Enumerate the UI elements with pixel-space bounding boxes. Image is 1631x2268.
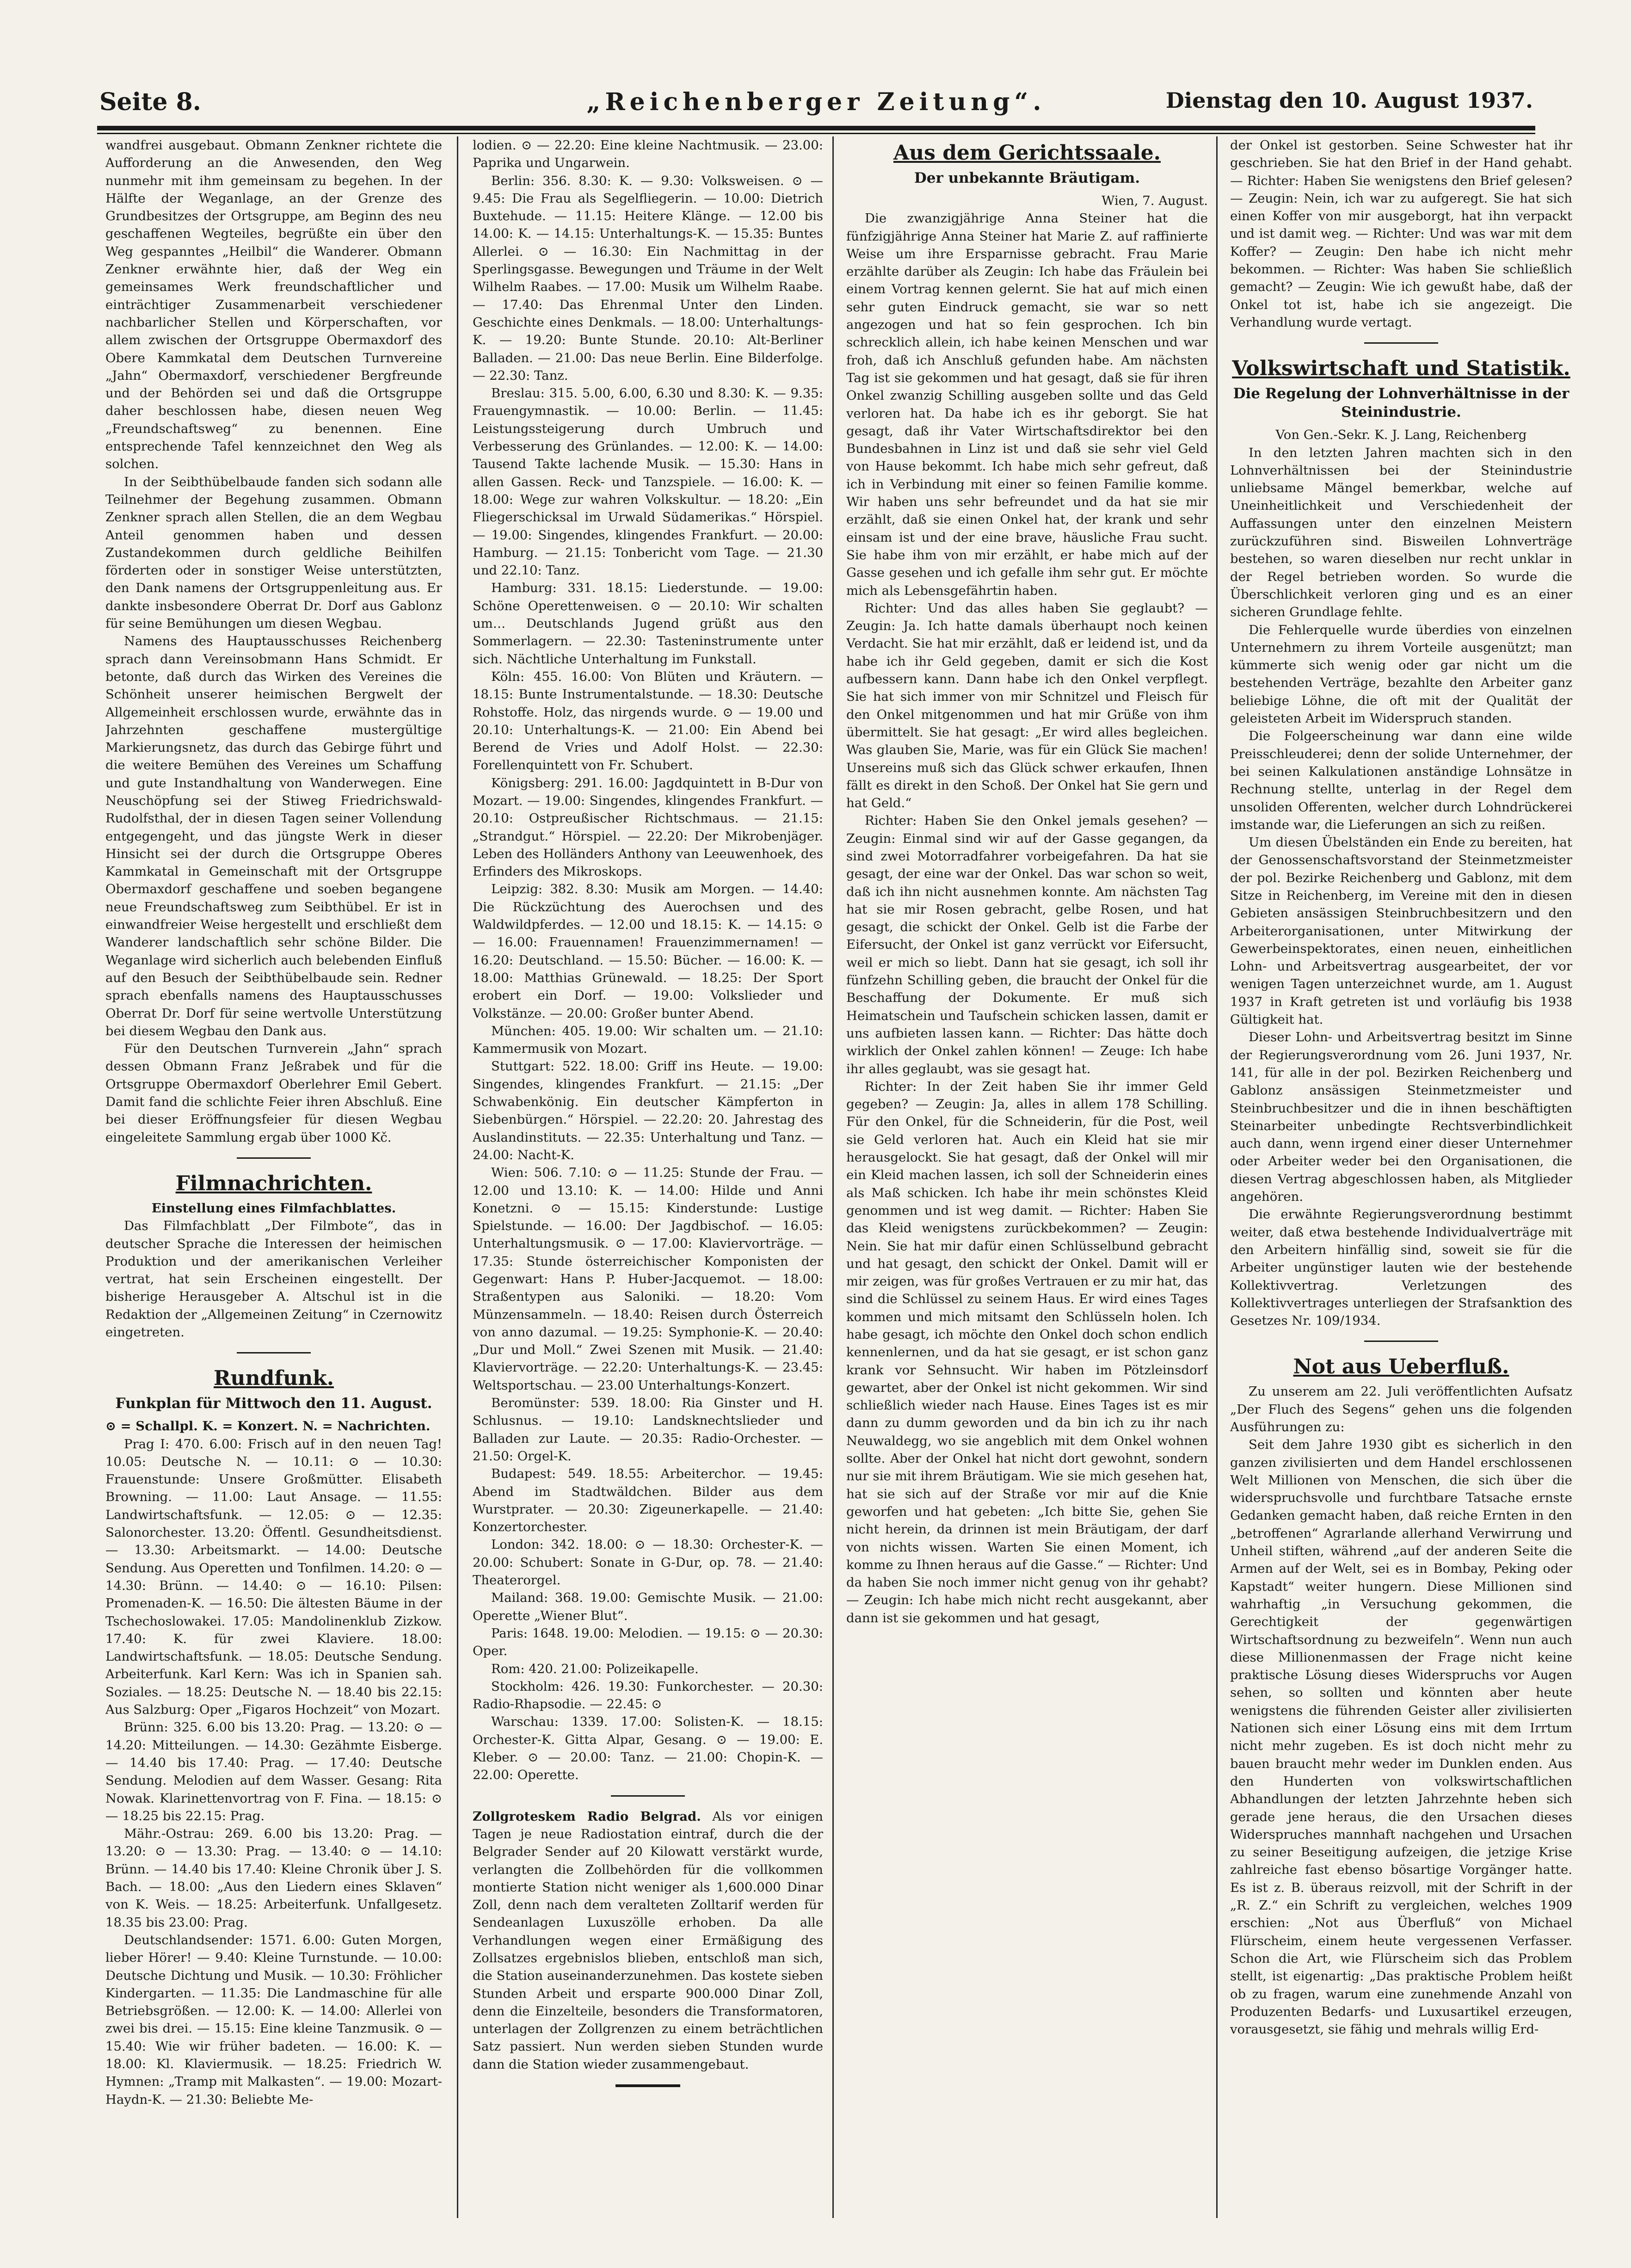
radio-station-entry: Leipzig: 382. 8.30: Musik am Morgen. — 14.40: Die Rückzüchtung des Auerochsen und des Waldwildpferdes. — 12.00 und 18.15: K. — 14.15: ⊙ — 16.00: Frauennamen! Frauenzimmernamen! — 16.20: Deutschland. — 15.50: Bücher. — 16.00: K. — 18.00: Matthias Grünewald. — 18.25: Der Sport erobert ein Dorf. — 19.00: Volkslieder und Volkstänze. — 20.00: Großer bunter Abend. — [473, 882, 823, 1021]
article-subheading: Der unbekannte Bräutigam. — [914, 170, 1140, 186]
article-paragraph: wandfrei ausgebaut. Obmann Zenkner richtete die Aufforderung an die Anwesenden, den Weg nunmehr mit ihm gemeinsam zu begehen. In der Hälfte der Weganlage, an der Grenze des Grundbesitzes der Ortsgruppe, am Beginn des neu geschaffenen Wegteiles, begrüßte ein über den Weg gespanntes „Heilbil“ die Wanderer. Obmann Zenkner erwähnte hier, daß der Weg ein gemeinsames Werk freundschaftlicher und einträchtiger Zusammenarbeit verschiedener nachbarlicher Stellen und Körperschaften, vor allem zwischen der Ortsgruppe Obermaxdorf des Obere Kammkatal dem Deutschen Turnvereine „Jahn“ Obermaxdorf, verschiedener Bergfreunde und der Behörden sei und daß die Ortsgruppe daher beschlossen habe, diesen neuen Weg „Freundschaftsweg“ zu benennen. Eine entsprechende Tafel kennzeichnet den Weg als solchen. — [105, 138, 442, 472]
section-heading-film: Filmnachrichten. — [175, 1171, 372, 1195]
section-heading-not-aus-ueberfluss: Not aus Ueberfluß. — [1293, 1355, 1509, 1379]
radio-legend: ⊙ = Schallpl. K. = Konzert. N. = Nachrichten. — [105, 1419, 431, 1434]
radio-station-entry: Paris: 1648. 19.00: Melodien. — 19.15: ⊙ — 20.30: Oper. — [473, 1625, 823, 1659]
section-divider — [1364, 1341, 1438, 1342]
issue-date: Dienstag den 10. August 1937. — [1165, 88, 1533, 113]
radio-station-entry: Beromünster: 539. 18.00: Ria Ginster und H. Schlusnus. — 19.10: Landsknechtslieder und Balladen zur Laute. — 20.35: Radio-Orchester. — 21.50: Orgel-K. — [473, 1396, 823, 1464]
section-divider — [1364, 342, 1438, 344]
page-header — [99, 88, 1533, 125]
article-byline: Von Gen.-Sekr. K. J. Lang, Reichenberg — [1275, 427, 1527, 443]
radio-station-entry: Budapest: 549. 18.55: Arbeiterchor. — 19.45: Abend im Stadtwäldchen. Bilder aus dem Wurstprater. — 20.30: Zigeunerkapelle. — 21.40: Konzertorchester. — [473, 1466, 823, 1535]
radio-station-entry: Deutschlandsender: 1571. 6.00: Guten Morgen, lieber Hörer! — 9.40: Kleine Turnstunde. — 10.00: Deutsche Dichtung und Musik. — 10.30: Fröhlicher Kindergarten. — 11.35: Die Landmaschine für alle Betriebsgrößen. — 12.00: K. — 14.00: Allerlei von zwei bis drei. — 15.15: Eine kleine Tanzmusik. ⊙ — 15.40: Wie wir früher badeten. — 16.00: K. — 18.00: Kl. Klaviermusik. — 18.25: Friedrich W. Hymnen: „Tramp mit Malkasten“. — 19.00: Mozart-Haydn-K. — 21.30: Beliebte Me- — [105, 1932, 442, 2107]
radio-subheading: Funkplan für Mittwoch den 11. August. — [115, 1395, 432, 1412]
radio-station-entry: München: 405. 19.00: Wir schalten um. — 21.10: Kammermusik von Mozart. — [473, 1023, 823, 1057]
column-1 — [105, 136, 442, 2227]
article-paragraph — [473, 1808, 823, 2073]
radio-station-entry: Mähr.-Ostrau: 269. 6.00 bis 13.20: Prag. — 13.20: ⊙ — 13.30: Prag. — 13.40: ⊙ — 14.10: Brünn. — 14.40 bis 17.40: Kleine Chronik über J. S. Bach. — 18.00: „Aus den Liedern eines Sklaven“ von K. Weis. — 18.25: Arbeiterfunk. Unfallgesetz. 18.35 bis 23.00: Prag. — [105, 1826, 442, 1930]
column-4 — [1230, 136, 1572, 2227]
section-divider — [237, 1157, 311, 1159]
radio-station-entry: Stockholm: 426. 19.30: Funkorchester. — 20.30: Radio-Rhapsodie. — 22.45: ⊙ — [473, 1679, 823, 1712]
radio-station-entry: Prag I: 470. 6.00: Frisch auf in den neuen Tag! 10.05: Deutsche N. — 10.11: ⊙ — 10.30: Frauenstunde: Unsere Großmütter. Elisabeth Browning. — 11.00: Laut Ansage. — 11.55: Landwirtschaftsfunk. — 12.05: ⊙ — 12.35: Salonorchester. 13.20: Öffentl. Gesundheitsdienst. — 13.30: Arbeitsmarkt. — 14.00: Deutsche Sendung. Aus Operetten und Tonfilmen. 14.20: ⊙ — 14.30: Brünn. — 14.40: ⊙ — 16.10: Pilsen: Promenaden-K. — 16.50: Die ältesten Bäume in der Tschechoslowakei. 17.05: Mandolinenklub Zizkow. 17.40: K. für zwei Klaviere. 18.00: Landwirtschaftsfunk. — 18.05: Deutsche Sendung. Arbeiterfunk. Karl Kern: Was ich in Spanien sah. Soziales. — 18.25: Deutsche N. — 18.40 bis 22.15: Aus Salzburg: Oper „Figaros Hochzeit“ von Mozart. — [105, 1436, 442, 1718]
article-body: Als vor einigen Tagen je neue Radiostation eintraf, durch die der Belgrader Sender auf 20 Kilowatt verstärkt wurde, verlangten die Zollbehörden für die vollkommen montierte Station nicht weniger als 1,600.000 Dinar Zoll, denn nach dem veralteten Zolltarif werden für Sendeanlagen Luxuszölle erhoben. Da alle Verhandlungen wegen einer Ermäßigung des Zollsatzes ergebnislos blieben, entschloß man sich, die Station auseinanderzunehmen. Das kostete sieben Stunden Arbeit und ersparte 900.000 Dinar Zoll, denn die Einzelteile, besonders die Transformatoren, unterlagen der Zollgrenzen zu einem beträchtlichen Satz passiert. Nun werden sieben Stunden wurde dann die Station wieder zusammengebaut. — [473, 1809, 823, 2072]
section-divider — [615, 2084, 680, 2087]
section-divider — [237, 1352, 311, 1353]
article-paragraph: Seit dem Jahre 1930 gibt es sicherlich in den ganzen zivilisierten und dem Handel erschlossenen Welt Millionen von Menschen, die sich über die widerspruchsvolle und furchtbare Tatsache ernste Gedanken gemacht haben, daß reiche Ernten in den „betroffenen“ Agrarlande allerhand Verwirrung und Unheil stiften, während „auf der anderen Seite die Armen auf der Welt, sei es in Bombay, Peking oder Kapstadt“ weiter hungern. Diese Millionen sind wahrhaftig „in Versuchung gekommen, die Gerechtigkeit der gegenwärtigen Wirtschaftsordnung zu bezweifeln“. Wenn nun auch diese Millionenmassen der Frage nicht keine praktische Lösung dieses Widerspruchs vor Augen sehen, so sollten und könnten aber heute wenigstens die führenden Geister aller zivilisierten Nationen sich einer Lösung eins mit dem Irrtum nicht mehr zugeben. Es ist doch nicht mehr zu bauen braucht mehr weder im Dunklen enden. Aus den Hunderten von volkswirtschaftlichen Abhandlungen der letzten Jahrzehnte heben sich gerade jene heraus, die den Ursachen dieses Widerspruches mannhaft nachgehen und Ursachen zu seiner Beseitigung aufzeigen, die jetzige Krise zahlreiche fast ebenso bösartige Vorgänger hatte. Es ist z. B. überaus reizvoll, mit der Schrift in der „R. Z.“ ein Schrift zu vergleichen, welches 1909 erschien: „Not aus Überfluß“ von Michael Flürscheim, einem heute vergessenen Verfasser. Schon die Art, wie Flürscheim sich das Problem stellt, ist eigenartig: „Das praktische Problem heißt ob zu fragen, warum eine zunehmende Anzahl von Produzenten Bedarfs- und Luxusartikel erzeugen, vorausgesetzt, sie fähig und mehrals willig Erd- — [1230, 1437, 1572, 2037]
section-heading-radio: Rundfunk. — [213, 1366, 334, 1390]
article-subheading: Die Regelung der Lohnverhältnisse in der Steinindustrie. — [1233, 385, 1569, 421]
radio-station-entry: Königsberg: 291. 16.00: Jagdquintett in B-Dur von Mozart. — 19.00: Singendes, klingendes Frankfurt. — 20.10: Ostpreußischer Richtschmaus. — 21.15: „Strandgut.“ Hörspiel. — 22.20: Der Mikrobenjäger. Leben des Holländers Anthony van Leeuwenhoek, des Erfinders des Mikroskops. — [473, 775, 823, 879]
article-paragraph: Für den Deutschen Turnverein „Jahn“ sprach dessen Obmann Franz Jeßrabek und für die Ortsgruppe Obermaxdorf Oberlehrer Emil Gebert. Damit fand die schlichte Feier ihren Abschluß. Eine bei dieser Eröffnungsfeier für diesen Wegbau eingeleitete Sammlung ergab über 1000 Kč. — [105, 1041, 442, 1145]
column-2 — [473, 136, 823, 2227]
radio-station-entry: lodien. ⊙ — 22.20: Eine kleine Nachtmusik. — 23.00: Paprika und Ungarwein. — [473, 138, 823, 171]
article-paragraph: Die Folgeerscheinung war dann eine wilde Preisschleuderei; denn der solide Unternehmer, der bei seinen Kalkulationen anständige Lohnsätze in Rechnung stellte, unterlag in der Regel dem unsoliden Offerenten, welcher durch Lohndrückerei imstande war, die Lieferungen an sich zu reißen. — [1230, 729, 1572, 832]
article-paragraph: Richter: Und das alles haben Sie geglaubt? — Zeugin: Ja. Ich hatte damals überhaupt noch keinen Verdacht. Sie hat mir erzählt, daß er leidend ist, und da habe ich ihr Geld gegeben, damit er sich die Kost aufbessern kann. Dann habe ich den Onkel verpflegt. Sie hat sich immer von mir Schnitzel und Fleisch für den Onkel mitgenommen und hat mir Grüße von ihm übermittelt. Sie hat gesagt: „Er wird alles begleichen. Was glauben Sie, Marie, was für ein Glück Sie machen! Unsereins muß sich das Glück schwer erkaufen, Ihnen fällt es direkt in den Schoß. Der Onkel hat Sie gern und hat Geld.“ — [846, 600, 1208, 811]
article-paragraph: Richter: In der Zeit haben Sie ihr immer Geld gegeben? — Zeugin: Ja, alles in allem 178 Schilling. Für den Onkel, für die Schneiderin, für die Post, weil sie Geld verloren hat. Auch ein Kleid hat sie mir herausgelockt. Sie hat gesagt, daß der Onkel will mir ein Kleid machen lassen, ich soll der Schneiderin eines als Maß schicken. Ich habe ihr mein schönstes Kleid genommen und ist weg damit. — Richter: Haben Sie das Kleid wenigstens zurückbekommen? — Zeugin: Nein. Sie hat mir dafür einen Schlüsselbund gebracht und hat gesagt, den schickt der Onkel. Damit will er mir zeigen, was für großes Vertrauen er zu mir hat, das sind die Schlüssel zu seinem Haus. Er wird eines Tages kommen und mich mitsamt den Schlüsseln holen. Ich habe gesagt, ich möchte den Onkel doch schon endlich kennenlernen, und da hat sie gesagt, er ist schon ganz krank vor Sehnsucht. Wir haben im Pötzleinsdorf gewartet, aber der Onkel ist nicht gekommen. Wir sind schließlich wieder nach Hause. Eines Tages ist es mir dann zu dumm geworden und da bin ich zu ihr nach Neuwaldegg, wo sie angeblich mit dem Onkel wohnen sollte. Aber der Onkel hat nicht dort gewohnt, sondern nur sie mit ihrem Bräutigam. Wie sie mich gesehen hat, hat sie sich auf der Straße vor mir auf die Knie geworfen und hat gebeten: „Ich bitte Sie, gehen Sie nicht herein, da drinnen ist mein Bräutigam, der darf von nichts wissen. Warten Sie einen Moment, ich komme zu Ihnen heraus auf die Gasse.“ — Richter: Und da haben Sie noch immer nicht genug von ihr gehabt? — Zeugin: Ich habe mich nicht recht ausgekannt, aber dann ist sie gekommen und hat gesagt, — [846, 1079, 1208, 1625]
page-margin-bleed — [1608, 153, 1631, 2095]
column-3 — [846, 136, 1208, 2227]
column-divider — [1216, 136, 1218, 2218]
radio-station-entry: Breslau: 315. 5.00, 6.00, 6.30 und 8.30: K. — 9.35: Frauengymnastik. — 10.00: Berlin. — 11.45: Leistungssteigerung durch Umbruch und Verbesserung des Grünlandes. — 12.00: K. — 14.00: Tausend Takte lachende Musik. — 15.30: Hans in allen Gassen. Reck- und Tanzspiele. — 16.00: K. — 18.00: Wege zur wahren Volkskultur. — 18.20: „Ein Fliegerschicksal im Urwald Südamerikas.“ Hörspiel. — 19.00: Singendes, klingendes Frankfurt. — 20.00: Hamburg. — 21.15: Tonbericht vom Tage. — 21.30 und 22.10: Tanz. — [473, 386, 823, 578]
article-paragraph: In den letzten Jahren machten sich in den Lohnverhältnissen bei der Steinindustrie unliebsame Mängel bemerkbar, welche auf Uneinheitlichkeit und Verschiedenheit der Auffassungen unter den einzelnen Meistern zurückzuführen sind. Bisweilen Lohnverträge bestehen, so waren dieselben nur recht unklar in der Regel betrieben worden. So wurde die Überschlichkeit verloren ging und es an einer sicheren Grundlage fehlte. — [1230, 445, 1572, 620]
article-paragraph: Die Fehlerquelle wurde überdies von einzelnen Unternehmern zu ihrem Vorteile ausgenützt; man kümmerte sich wenig oder gar nicht um die bestehenden Verträge, bezahlte den Arbeiter ganz beliebige Löhne, die oft mit der Qualität der geleisteten Arbeit im Widerspruch standen. — [1230, 622, 1572, 726]
header-rule-thick — [97, 126, 1535, 130]
article-paragraph: Das Filmfachblatt „Der Filmbote“, das in deutscher Sprache die Interessen der heimischen Produktion und der amerikanischen Verleiher vertrat, hat sein Erscheinen eingestellt. Der bisherige Herausgeber A. Altschul ist in die Redaktion der „Allgemeinen Zeitung“ in Czernowitz eingetreten. — [105, 1218, 442, 1340]
radio-station-entry: Rom: 420. 21.00: Polizeikapelle. — [491, 1661, 699, 1676]
radio-station-entry: Hamburg: 331. 18.15: Liederstunde. — 19.00: Schöne Operettenweisen. ⊙ — 20.10: Wir schalten um… Deutschlands Jugend grüßt aus den Sommerlagern. — 22.30: Tasteninstrumente unter sich. Nächtliche Unterhaltung im Funkstall. — [473, 581, 823, 667]
radio-station-entry: Berlin: 356. 8.30: K. — 9.30: Volksweisen. ⊙ — 9.45: Die Frau als Segelfliegerin. — 10.00: Dietrich Buxtehude. — 11.15: Heitere Klänge. — 12.00 bis 14.00: K. — 14.15: Unterhaltungs-K. — 15.35: Buntes Allerlei. ⊙ — 16.30: Ein Nachmittag in der Sperlingsgasse. Bewegungen und Träume in der Welt Wilhelm Raabes. — 17.00: Musik um Wilhelm Raabe. — 17.40: Das Ehrenmal Unter den Linden. Geschichte eines Denkmals. — 18.00: Unterhaltungs-K. — 19.20: Bunte Stunde. 20.10: Alt-Berliner Balladen. — 21.00: Das neue Berlin. Eine Bilderfolge. — 22.30: Tanz. — [473, 173, 823, 383]
column-divider — [457, 136, 458, 2218]
article-paragraph: Um diesen Übelständen ein Ende zu bereiten, hat der Genossenschaftsvorstand der Steinmetzmeister der pol. Bezirke Reichenberg und Gablonz, mit dem Sitze in Reichenberg, im Vereine mit den in diesen Gebieten ansässigen Steinbruchbesitzern und den Arbeiterorganisationen, unter Mitwirkung der Gewerbeinspektorates, einen neuen, einheitlichen Lohn- und Arbeitsvertrag ausgearbeitet, der vor wenigen Tagen unterzeichnet wurde, am 1. August 1937 in Kraft getreten ist und vorläufig bis 1938 Gültigkeit hat. — [1230, 835, 1572, 1027]
section-heading-economy: Volkswirtschaft und Statistik. — [1232, 357, 1570, 381]
header-rule-thin — [97, 133, 1535, 134]
article-dateline: Wien, 7. August. — [1102, 193, 1208, 208]
article-subheading: Einstellung eines Filmfachblattes. — [151, 1200, 396, 1216]
masthead-title: „Reichenberger Zeitung“. — [586, 88, 1046, 116]
radio-station-entry: Brünn: 325. 6.00 bis 13.20: Prag. — 13.20: ⊙ — 14.20: Mitteilungen. — 14.30: Gezähmte Eisberge. — 14.40 bis 17.40: Prag. — 17.40: Deutsche Sendung. Melodien auf dem Wasser. Gesang: Rita Nowak. Klarinettenvortrag von F. Fina. — 18.15: ⊙ — 18.25 bis 22.15: Prag. — [105, 1720, 442, 1823]
article-paragraph: Die erwähnte Regierungsverordnung bestimmt weiter, daß etwa bestehende Individualverträge mit den Arbeitern hinfällig sind, soweit sie für die Arbeiter ungünstiger lauten wie der bestehende Kollektivvertrag. Verletzungen des Kollektivvertrages unterliegen der Strafsanktion des Gesetzes Nr. 109/1934. — [1230, 1207, 1572, 1329]
article-paragraph: In der Seibthübelbaude fanden sich sodann alle Teilnehmer der Begehung zusammen. Obmann Zenkner sprach allen Stellen, die an dem Wegbau Anteil genommen haben und dessen Zustandekommen durch geldliche Beihilfen förderten oder in sonstiger Weise unterstützten, den Dank namens der Ortsgruppenleitung aus. Er dankte insbesondere Oberrat Dr. Dorf aus Gablonz für seine Bemühungen um diesen Wegbau. — [105, 474, 442, 631]
article-run-in-heading: Zollgroteskem Radio Belgrad. — [473, 1809, 701, 1824]
radio-station-entry: Mailand: 368. 19.00: Gemischte Musik. — 21.00: Operette „Wiener Blut“. — [473, 1590, 823, 1623]
radio-station-entry: Stuttgart: 522. 18.00: Griff ins Heute. — 19.00: Singendes, klingendes Frankfurt. — 21.15: „Der Schwabenkönig. Ein deutscher Kämpferton in Siebenbürgen.“ Hörspiel. — 22.20: 20. Jahrestag des Auslandinstituts. — 22.35: Unterhaltung und Tanz. — 24.00: Nacht-K. — [473, 1059, 823, 1162]
radio-station-entry: London: 342. 18.00: ⊙ — 18.30: Orchester-K. — 20.00: Schubert: Sonate in G-Dur, op. 78. — 21.40: Theaterorgel. — [473, 1537, 823, 1588]
section-divider — [611, 1795, 685, 1797]
article-paragraph: Zu unserem am 22. Juli veröffentlichten Aufsatz „Der Fluch des Segens“ gehen uns die folgenden Ausführungen zu: — [1230, 1384, 1572, 1434]
radio-station-entry: Warschau: 1339. 17.00: Solisten-K. — 18.15: Orchester-K. Gitta Alpar, Gesang. ⊙ — 19.00: E. Kleber. ⊙ — 20.00: Tanz. — 21.00: Chopin-K. — 22.00: Operette. — [473, 1714, 823, 1783]
article-paragraph: Richter: Haben Sie den Onkel jemals gesehen? — Zeugin: Einmal sind wir auf der Gasse gegangen, da sind zwei Motorradfahrer vorbeigefahren. Da hat sie gesagt, der eine war der Onkel. Das war schon so weit, daß ich ihn nicht ausnehmen konnte. Am nächsten Tag hat sie mir Rosen gebracht, gelbe Rosen, und hat gesagt, die schickt der Onkel. Gelb ist die Farbe der Eifersucht, der Onkel ist ganz verrückt vor Eifersucht, weil er mich so liebt. Dann hat sie gesagt, ich soll ihr fünfzehn Schilling geben, die braucht der Onkel für die Beschaffung der Dokumente. Er muß sich Heimatschein und Taufschein schicken lassen, damit er uns aufbieten lassen kann. — Richter: Das hätte doch wirklich der Onkel zahlen können! — Zeuge: Ich habe ihr alles geglaubt, was sie gesagt hat. — [846, 813, 1208, 1076]
page-number: Seite 8. — [99, 88, 201, 116]
section-heading-court: Aus dem Gerichtssaale. — [893, 141, 1161, 165]
radio-station-entry: Wien: 506. 7.10: ⊙ — 11.25: Stunde der Frau. — 12.00 und 13.10: K. — 14.00: Hilde und Anni Konetzni. ⊙ — 15.15: Kinderstunde: Lustige Spielstunde. — 16.00: Der Jagdbischof. — 16.05: Unterhaltungsmusik. ⊙ — 17.00: Klaviervorträge. — 17.35: Stunde österreichischer Komponisten der Gegenwart: Hans P. Huber-Jacquemot. — 18.00: Straßentypen aus Saloniki. — 18.20: Vom Münzensammeln. — 18.40: Reisen durch Österreich von anno dazumal. — 19.25: Symphonie-K. — 20.40: „Dur und Moll.“ Zwei Szenen mit Musik. — 21.40: Klaviervorträge. — 22.20: Unterhaltungs-K. — 23.45: Weltsportschau. — 23.00 Unterhaltungs-Konzert. — [473, 1165, 823, 1393]
article-paragraph: Die zwanzigjährige Anna Steiner hat die fünfzigjährige Anna Steiner hat Marie Z. auf raffinierte Weise um ihre Ersparnisse gebracht. Frau Marie erzählte darüber als Zeugin: Ich habe das Fräulein bei einem Vortrag kennen gelernt. Sie hat auf mich einen sehr guten Eindruck gemacht, sie war so nett angezogen und hat so fein gesprochen. Ich bin schrecklich allein, ich habe keinen Menschen und war froh, daß ich Anschluß gefunden habe. Am nächsten Tag ist sie gekommen und hat gesagt, daß sie für ihren Onkel zwanzig Schilling ausgeben sollte und das Geld verloren hat. Da habe ich es ihr geborgt. Sie hat gesagt, daß ihr Vater Wirtschaftsdirektor bei den Bundesbahnen in Linz ist und daß sie sehr viel Geld von Hause bekommt. Ich habe mich sehr gefreut, daß ich in Verbindung mit einer so feinen Familie komme. Wir haben uns sehr befreundet und da hat sie mir erzählt, daß sie einen Onkel hat, der krank und sehr einsam ist und der eine brave, häusliche Frau sucht. Sie habe ihm von mir erzählt, er habe mich auf der Gasse gesehen und ich gefalle ihm sehr gut. Er möchte mich als Lebensgefährtin haben. — [846, 211, 1208, 598]
column-divider — [832, 136, 834, 2218]
article-paragraph: Namens des Hauptausschusses Reichenberg sprach dann Vereinsobmann Hans Schmidt. Er betonte, daß durch das Wirken des Vereines die Schönheit unserer heimischen Bergwelt der Allgemeinheit erschlossen wurde, erwähnte das in Jahrzehnten geschaffene mustergültige Markierungsnetz, das durch das Gebirge führt und die weitere Bemühen des Vereines um Schaffung und gute Instandhaltung von Wanderwegen. Eine Neuschöpfung sei der Stiweg Friedrichswald-Rudolfsthal, der in diesen Tagen seiner Vollendung entgegengeht, und das jüngste Werk in dieser Hinsicht sei der durch die Ortsgruppe Oberes Kammkatal in Gemeinschaft mit der Ortsgruppe Obermaxdorf geschaffene und soeben begangene neue Freundschaftsweg zum Seibthübel. Er ist in einwandfreier Weise hergestellt und erschließt dem Wanderer landschaftlich sehr schöne Bilder. Die Weganlage wird sicherlich auch belebenden Einfluß auf den Besuch der Seibthübelbaude sein. Redner sprach ebenfalls namens des Hauptausschusses Oberrat Dr. Dorf für seine wertvolle Unterstützung bei diesem Wegbau den Dank aus. — [105, 634, 442, 1038]
article-paragraph: Dieser Lohn- und Arbeitsvertrag besitzt im Sinne der Regierungsverordnung vom 26. Juni 1937, Nr. 141, für alle in der pol. Bezirken Reichenberg und Gablonz ansässigen Steinmetzmeister und Steinbruchbesitzer und die in ihnen beschäftigten Steinarbeiter unbedingte Rechtsverbindlichkeit auch dann, wenn irgend einer dieser Unternehmer oder Arbeiter weder bei den Organisationen, die diesen Vertrag abgeschlossen haben, als Mitglieder angehören. — [1230, 1030, 1572, 1205]
radio-station-entry: Köln: 455. 16.00: Von Blüten und Kräutern. — 18.15: Bunte Instrumentalstunde. — 18.30: Deutsche Rohstoffe. Holz, das nirgends wurde. ⊙ — 19.00 und 20.10: Unterhaltungs-K. — 21.00: Ein Abend bei Berend de Vries und Adolf Holst. — 22.30: Forellenquintett von Fr. Schubert. — [473, 669, 823, 773]
article-paragraph: der Onkel ist gestorben. Seine Schwester hat ihr geschrieben. Sie hat den Brief in der Hand gehabt. — Richter: Haben Sie wenigstens den Brief gelesen? — Zeugin: Nein, ich war zu aufgeregt. Sie hat sich einen Koffer von mir ausgeborgt, hat ihn verpackt und ist damit weg. — Richter: Und was war mit dem Koffer? — Zeugin: Den habe ich nicht mehr bekommen. — Richter: Was haben Sie schließlich gemacht? — Zeugin: Wie ich gewußt habe, daß der Onkel tot ist, habe ich sie angezeigt. Die Verhandlung wurde vertagt. — [1230, 138, 1572, 330]
